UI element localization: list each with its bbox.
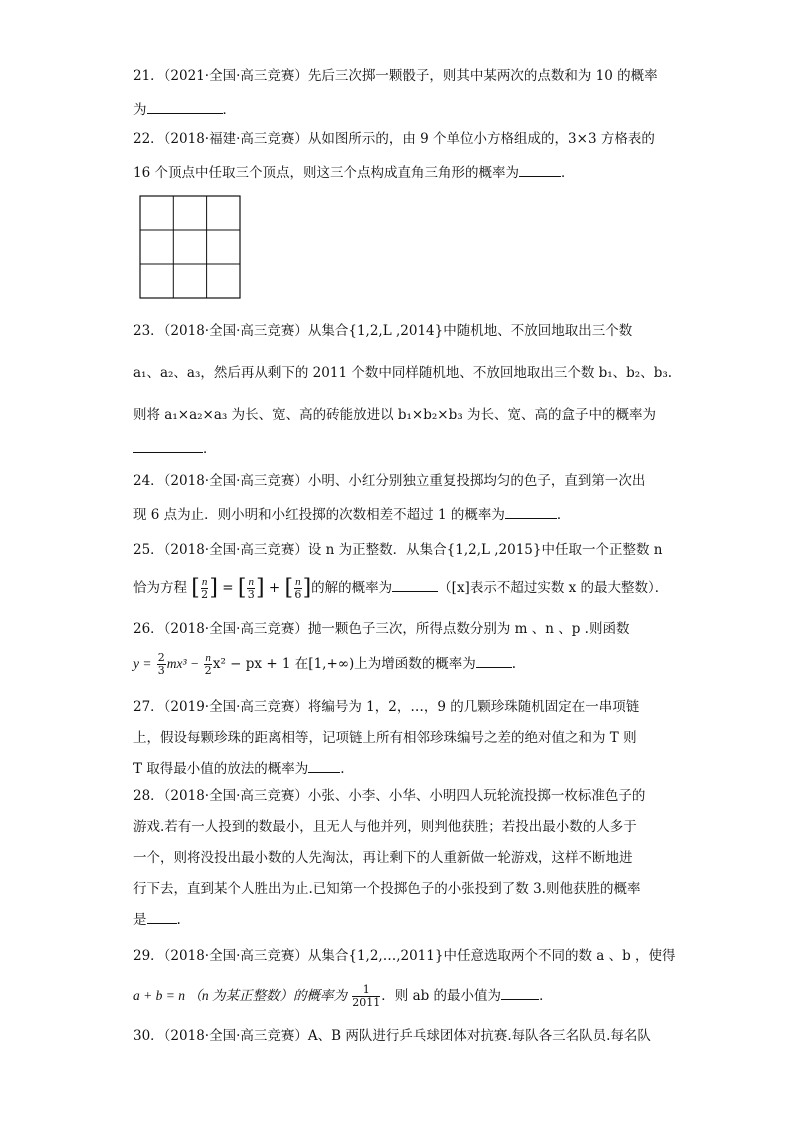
q26-line2: y = $\frac{2}{3}$ mx³ − $\frac{n}{2}$ x² − px + 1 在[1,+∞)上为增函数的概率为 . bbox=[133, 651, 517, 677]
q26-end: . bbox=[511, 656, 517, 672]
answer-blank[interactable] bbox=[501, 985, 539, 1000]
q27-text: T 取得最小值的放法的概率为 bbox=[133, 761, 309, 777]
q23-line1: 23．（2018·全国·高三竞赛）从集合{1,2,L ,2014}中随机地、不放回地取出三个数 bbox=[133, 323, 633, 339]
q29-text: a + b = n （n 为某正整数）的概率为 bbox=[133, 988, 347, 1003]
q27-end: . bbox=[340, 761, 345, 777]
q23-line4 bbox=[133, 438, 217, 459]
fraction-2-3: $\frac{2}{3}$ bbox=[157, 651, 165, 677]
q27-line3 bbox=[133, 758, 345, 779]
answer-blank[interactable] bbox=[519, 162, 561, 177]
q24-end: ． bbox=[556, 507, 571, 523]
fraction-n-6: $\frac{n}{6}$ bbox=[294, 576, 302, 601]
q29-text2: ．则 ab 的最小值为 bbox=[381, 988, 502, 1004]
q22-text: 16 个顶点中任取三个顶点，则这三个点构成直角三角形的概率为 bbox=[133, 165, 519, 181]
q21-line1: 21．（2021·全国·高三竞赛）先后三次掷一颗骰子，则其中某两次的点数和为 10 的概率 bbox=[133, 68, 658, 84]
q23-end: ． bbox=[203, 441, 217, 457]
grid-figure bbox=[139, 195, 241, 299]
q28-line1: 28．（2018·全国·高三竞赛）小张、小李、小华、小明四人玩轮流投掷一枚标准色子的 bbox=[133, 788, 646, 804]
q26-text: x² − px + 1 在[1,+∞)上为增函数的概率为 bbox=[212, 656, 476, 672]
q29-end: ． bbox=[539, 988, 553, 1004]
answer-blank[interactable] bbox=[505, 504, 557, 519]
fraction-n-3: $\frac{n}{3}$ bbox=[247, 576, 255, 601]
q28-line5 bbox=[133, 909, 181, 930]
answer-blank[interactable] bbox=[392, 577, 438, 592]
q30-line1: 30．（2018·全国·高三竞赛）A、B 两队进行乒乓球团体对抗赛.每队各三名队员.每名队 bbox=[133, 1028, 651, 1044]
q28-line3: 一个，则将没投出最小数的人先淘汰，再让剩下的人重新做一轮游戏，这样不断地进 bbox=[133, 850, 633, 866]
q27-line2: 上，假设每颗珍珠的距离相等，记项链上所有相邻珍珠编号之差的绝对值之和为 T 则 bbox=[133, 730, 637, 746]
answer-blank[interactable] bbox=[133, 438, 203, 453]
q29-line1: 29．（2018·全国·高三竞赛）从集合{1,2,…,2011}中任意选取两个不同的数 a 、b ，使得 bbox=[133, 948, 676, 964]
q25-text: 恰为方程 bbox=[133, 580, 187, 596]
fraction-n-2: $\frac{n}{2}$ bbox=[201, 576, 209, 601]
answer-blank[interactable] bbox=[308, 758, 340, 773]
answer-blank[interactable] bbox=[476, 653, 512, 668]
q21-text: 为 bbox=[133, 102, 147, 118]
q24-line1: 24．（2018·全国·高三竞赛）小明、小红分别独立重复投掷均匀的色子，直到第一次出 bbox=[133, 473, 646, 489]
q27-line1: 27．（2019·全国·高三竞赛）将编号为 1，2，…，9 的几颗珍珠随机固定在一串项链 bbox=[133, 699, 640, 715]
q28-end: . bbox=[176, 912, 181, 928]
q28-line2: 游戏.若有一人投到的数最小，且无人与他并列，则判他获胜；若投出最小数的人多于 bbox=[133, 819, 637, 835]
q28-text: 是 bbox=[133, 912, 147, 928]
q23-line3: 则将 a₁×a₂×a₃ 为长、宽、高的砖能放进以 b₁×b₂×b₃ 为长、宽、高的盒子中的概率为 bbox=[133, 407, 656, 423]
q22-end: ． bbox=[560, 165, 575, 181]
3x3-grid-diagram bbox=[139, 195, 241, 299]
q22-line2 bbox=[133, 162, 574, 183]
q23-line2: a₁、a₂、a₃，然后再从剩下的 2011 个数中同样随机地、不放回地取出三个数 b₁、b₂、b₃. bbox=[133, 365, 673, 381]
q22-line1: 22．（2018·福建·高三竞赛）从如图所示的，由 9 个单位小方格组成的，3×3 方格表的 bbox=[133, 131, 655, 147]
answer-blank[interactable] bbox=[147, 909, 177, 924]
fraction-1-2011: $\frac{1}{2011}$ bbox=[352, 983, 381, 1009]
fraction-n-2: $\frac{n}{2}$ bbox=[204, 652, 212, 677]
q26-line1: 26．（2018·全国·高三竞赛）抛一颗色子三次，所得点数分别为 m 、n 、p .则函数 bbox=[133, 621, 630, 637]
q25-text2: 的解的概率为 bbox=[311, 580, 393, 596]
answer-blank[interactable] bbox=[147, 99, 223, 114]
q25-line2: 恰为方程 [ $\frac{n}{2}$ ] = [ $\frac{n}{3}$ ] + [ $\frac{n}{6}$ ]的解的概率为 （[x]表示不超过实数 x 的最大整数）． bbox=[133, 575, 669, 601]
q25-line1: 25．（2018·全国·高三竞赛）设 n 为正整数．从集合{1,2,L ,2015}中任取一个正整数 n bbox=[133, 542, 663, 558]
q21-end: ． bbox=[222, 102, 236, 118]
q29-line2 bbox=[133, 984, 553, 1009]
q24-line2 bbox=[133, 504, 570, 525]
q25-note: （[x]表示不超过实数 x 的最大整数）． bbox=[438, 580, 669, 596]
q21-line2 bbox=[133, 99, 236, 120]
q28-line4: 行下去，直到某个人胜出为止.已知第一个投掷色子的小张投到了数 3.则他获胜的概率 bbox=[133, 881, 641, 897]
q24-text: 现 6 点为止．则小明和小红投掷的次数相差不超过 1 的概率为 bbox=[133, 507, 505, 523]
